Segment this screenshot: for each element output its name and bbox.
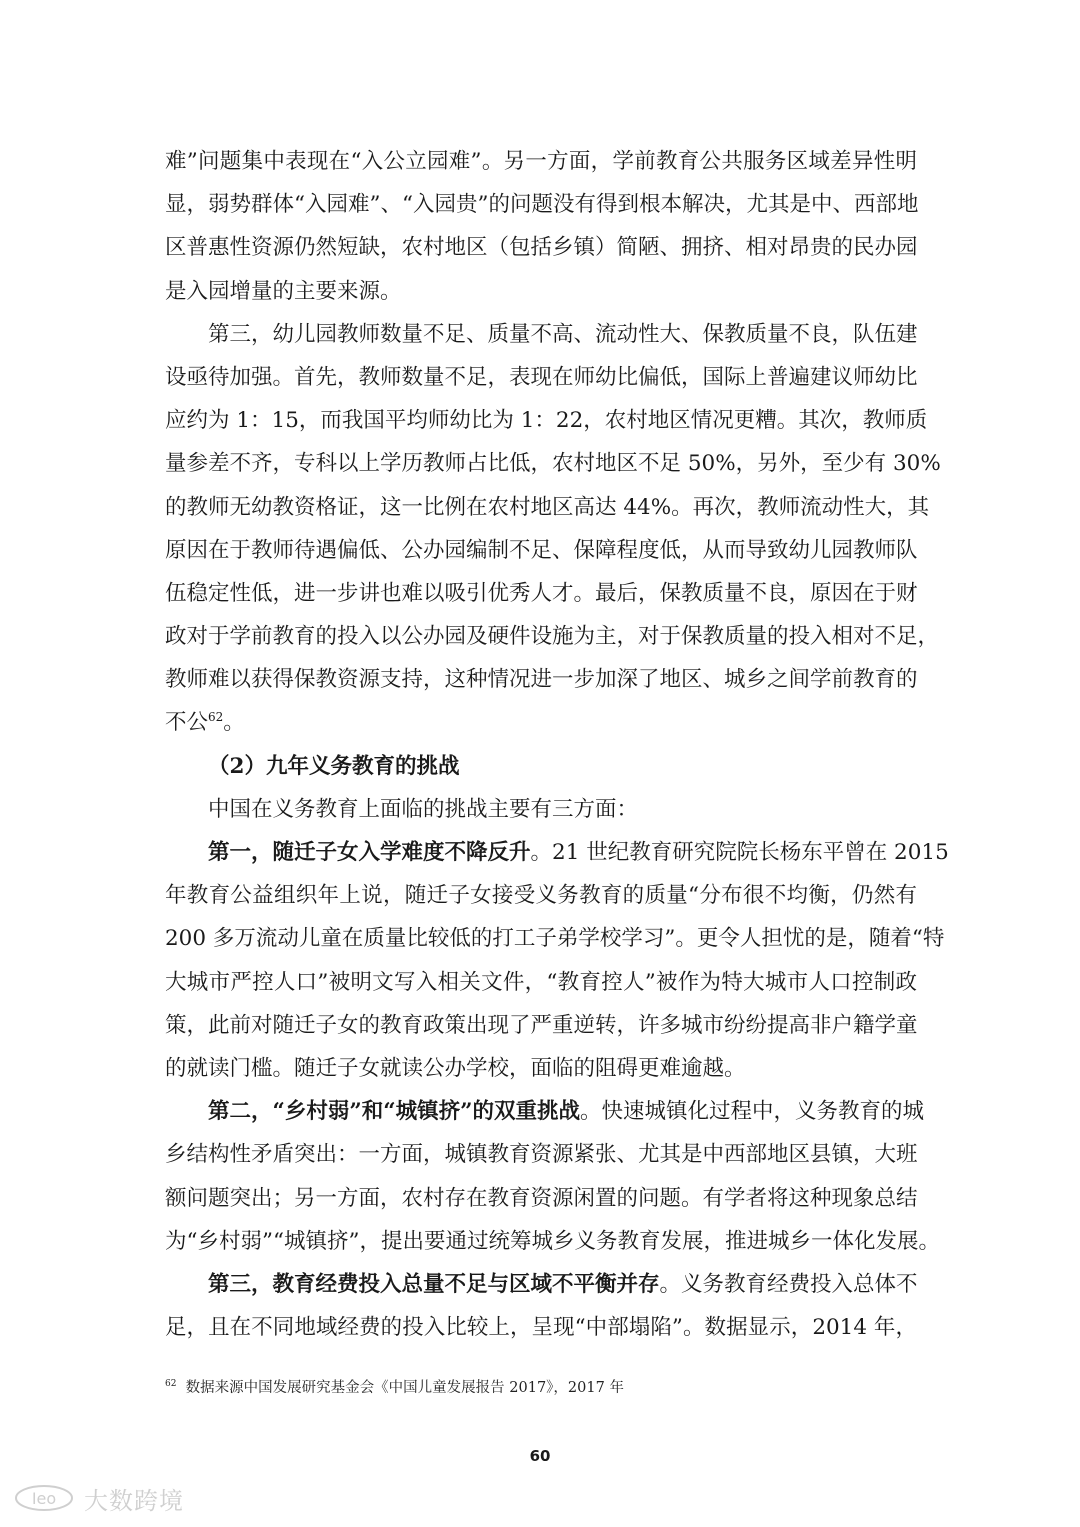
body-line: 的就读门槛。随迁子女就读公办学校，面临的阻碍更难逾越。	[165, 1055, 746, 1081]
body-line	[165, 1090, 924, 1133]
body-line: 政对于学前教育的投入以公办园及硬件设施为主，对于保教质量的投入相对不足，	[165, 624, 940, 650]
body-line: 足，且在不同地域经费的投入比较上，呈现“中部塌陷”。数据显示，2014 年，	[165, 1315, 917, 1341]
section-heading: （2）九年义务教育的挑战	[208, 753, 460, 779]
footnote-reference: 62	[208, 710, 224, 725]
body-line: 设亟待加强。首先，教师数量不足，表现在师幼比偏低，国际上普遍建议师幼比	[165, 364, 918, 390]
body-line: 原因在于教师待遇偏低、公办园编制不足、保障程度低，从而导致幼儿园教师队	[165, 537, 918, 563]
body-line-text: 。快速城镇化过程中，义务教育的城	[579, 1099, 924, 1125]
page-number: 60	[529, 1447, 551, 1465]
body-line-text: 。义务教育经费投入总体不	[659, 1271, 918, 1297]
body-line: 策，此前对随迁子女的教育政策出现了严重逆转，许多城市纷纷提高非户籍学童	[165, 1012, 918, 1038]
point-lead-2: 第二，“乡村弱”和“城镇挤”的双重挑战	[208, 1099, 580, 1125]
body-line	[165, 831, 949, 874]
body-line: 大城市严控人口”被明文写入相关文件，“教育控人”被作为特大城市人口控制政	[165, 969, 917, 995]
body-line-text: 不公	[165, 710, 209, 736]
body-line: 中国在义务教育上面临的挑战主要有三方面：	[208, 796, 639, 822]
watermark-logo-icon	[14, 1483, 78, 1513]
body-line: 应约为 1：15，而我国平均师幼比为 1：22，农村地区情况更糟。其次，教师质	[165, 408, 928, 434]
watermark-logo-text: Ieo	[31, 1489, 57, 1508]
footnote	[165, 1376, 624, 1397]
body-line: 的教师无幼教资格证，这一比例在农村地区高达 44%。再次，教师流动性大，其	[165, 494, 930, 520]
point-lead-1: 第一，随迁子女入学难度不降反升	[208, 840, 531, 865]
body-line: 为“乡村弱”“城镇挤”，提出要通过统筹城乡义务教育发展，推进城乡一体化发展。	[165, 1228, 940, 1254]
body-line: 第三，幼儿园教师数量不足、质量不高、流动性大、保教质量不良，队伍建	[208, 321, 918, 347]
watermark-text: 大数跨境	[84, 1486, 184, 1515]
point-lead-3: 第三，教育经费投入总量不足与区域不平衡并存	[208, 1271, 660, 1297]
body-line: 200 多万流动儿童在质量比较低的打工子弟学校学习”。更令人担忧的是，随着“特	[165, 926, 945, 952]
body-line	[165, 1263, 917, 1306]
body-line: 额问题突出；另一方面，农村存在教育资源闲置的问题。有学者将这种现象总结	[165, 1185, 918, 1211]
watermark	[14, 1480, 184, 1516]
body-line	[165, 701, 917, 744]
body-line: 年教育公益组织年上说，随迁子女接受义务教育的质量“分布很不均衡，仍然有	[165, 883, 917, 909]
footnote-number: 62	[165, 1379, 177, 1390]
body-line: 量参差不齐，专科以上学历教师占比低，农村地区不足 50%，另外，至少有 30%	[165, 451, 941, 477]
body-line: 伍稳定性低，进一步讲也难以吸引优秀人才。最后，保教质量不良，原因在于财	[165, 580, 918, 606]
body-line: 教师难以获得保教资源支持，这种情况进一步加深了地区、城乡之间学前教育的	[165, 667, 918, 693]
body-line: 区普惠性资源仍然短缺，农村地区（包括乡镇）简陋、拥挤、相对昂贵的民办园	[165, 235, 918, 261]
body-line: 显，弱势群体“入园难”、“入园贵”的问题没有得到根本解决，尤其是中、西部地	[165, 192, 919, 218]
footnote-text: 数据来源中国发展研究基金会《中国儿童发展报告 2017》，2017 年	[185, 1380, 624, 1396]
sentence-end: 。	[223, 710, 245, 736]
body-line: 难”问题集中表现在“入公立园难”。另一方面，学前教育公共服务区域差异性明	[165, 149, 917, 174]
body-text	[165, 140, 949, 1349]
body-line-text: 。21 世纪教育研究院院长杨东平曾在 2015	[530, 840, 949, 865]
body-line: 乡结构性矛盾突出：一方面，城镇教育资源紧张、尤其是中西部地区县镇，大班	[165, 1142, 918, 1168]
body-line: 是入园增量的主要来源。	[165, 278, 402, 304]
